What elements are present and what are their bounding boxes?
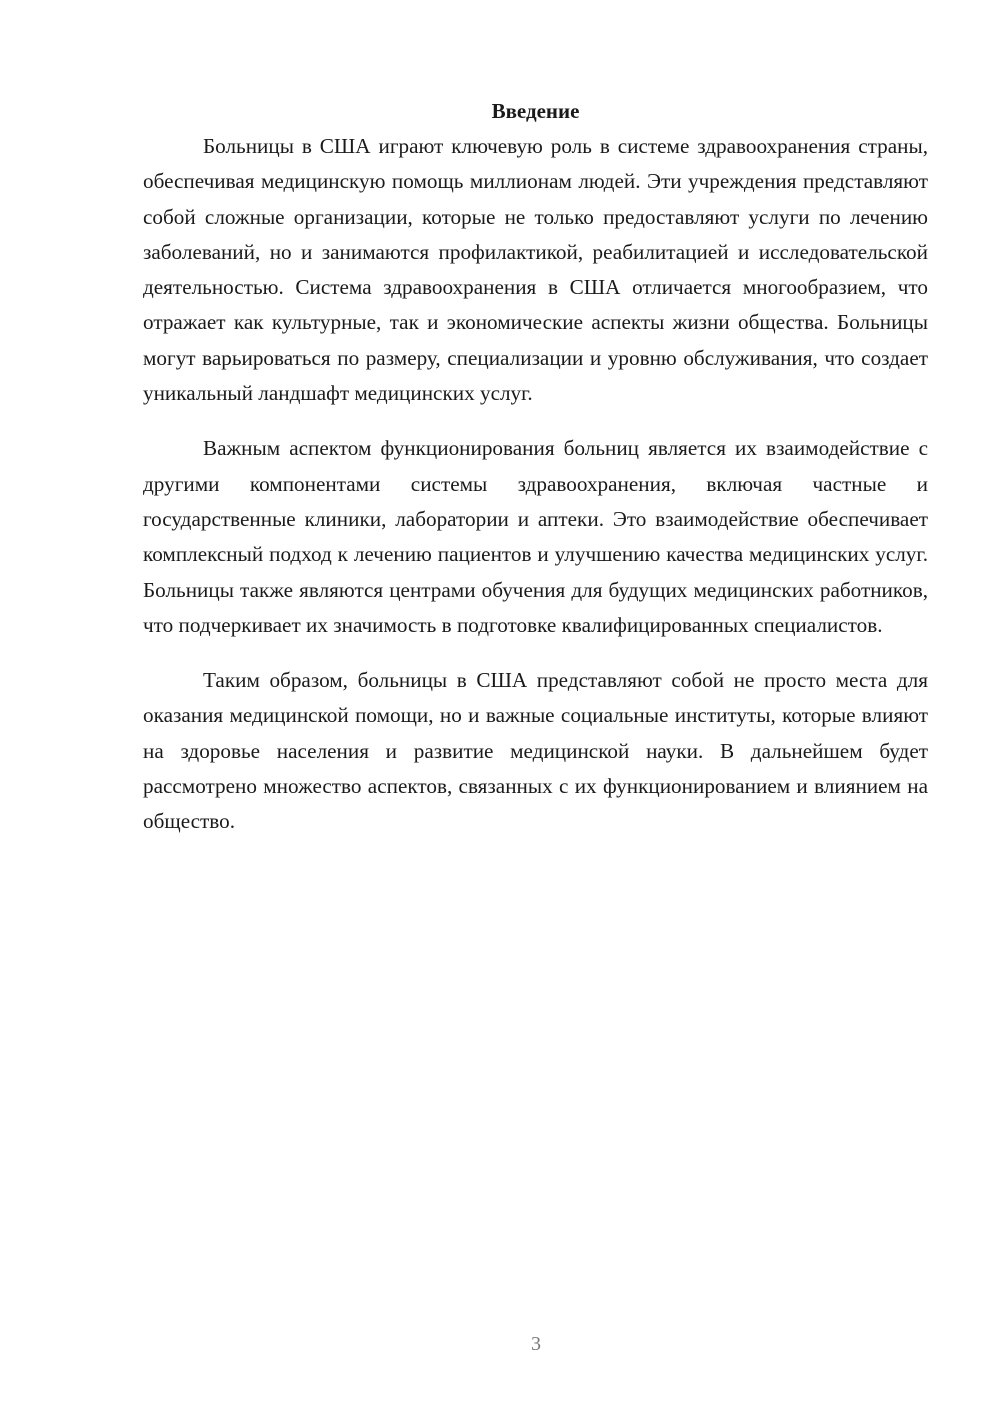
paragraph-3: Таким образом, больницы в США представляют собой не просто места для оказания медицинской помощи, но и важные социальные институты, которые влияют на здоровье населения и развитие медицинской науки. В дальнейшем будет рассмотрено множество аспектов, связанных с их функционированием и влиянием на общество. [143, 668, 928, 834]
section-title: Введение [491, 99, 580, 123]
paragraph-1: Больницы в США играют ключевую роль в системе здравоохранения страны, обеспечивая медицинскую помощь миллионам людей. Эти учреждения представляют собой сложные организации, которые не только предоставляют услуги по лечению заболеваний, но и занимаются профилактикой, реабилитацией и исследовательской деятельностью. Система здравоохранения в США отличается многообразием, что отражает как культурные, так и экономические аспекты жизни общества. Больницы могут варьироваться по размеру, специализации и уровню обслуживания, что создает уникальный ландшафт медицинских услуг. [143, 134, 928, 406]
page-number: 3 [531, 1333, 541, 1355]
document-body [143, 96, 928, 860]
paragraph-2: Важным аспектом функционирования больниц является их взаимодействие с другими компонентами системы здравоохранения, включая частные и государственные клиники, лаборатории и аптеки. Это взаимодействие обеспечивает комплексный подход к лечению пациентов и улучшению качества медицинских услуг. Больницы также являются центрами обучения для будущих медицинских работников, что подчеркивает их значимость в подготовке квалифицированных специалистов. [143, 436, 928, 637]
